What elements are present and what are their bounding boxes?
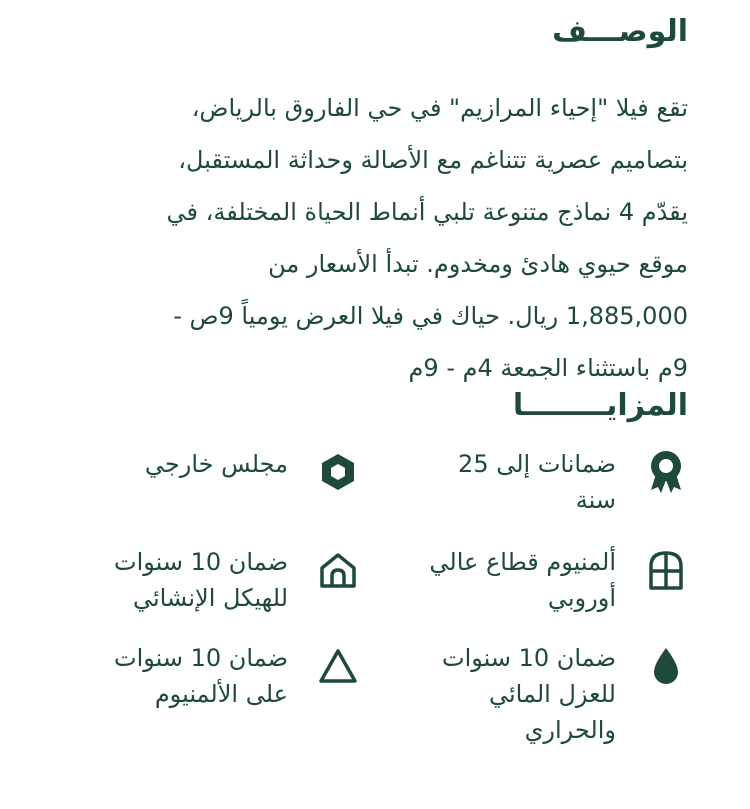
feature-label: ضمان 10 سنوات للعزل المائي والحراري: [441, 644, 616, 744]
feature-outdoor-majlis: [145, 446, 360, 494]
feature-warranty-25-years: [458, 446, 688, 518]
description-line: بتصاميم عصرية تتناغم مع الأصالة وحداثة المستقبل،: [178, 146, 688, 174]
water-drop-icon: [644, 644, 688, 688]
hexagon-icon: [316, 450, 360, 494]
feature-label: ضمان 10 سنوات على الألمنيوم: [113, 644, 288, 708]
window-icon: [644, 548, 688, 592]
award-badge-icon: [644, 450, 688, 494]
description-line: 1,885,000 ريال. حياك في فيلا العرض يومياً 9ص -: [173, 302, 688, 330]
feature-label: ضمانات إلى 25 سنة: [458, 450, 616, 514]
feature-aluminum-warranty: [114, 640, 360, 712]
description-line: موقع حيوي هادئ ومخدوم. تبدأ الأسعار من: [268, 250, 688, 278]
feature-label: ضمان 10 سنوات للهيكل الإنشائي: [113, 548, 288, 612]
feature-insulation-warranty: [442, 640, 688, 748]
feature-structure-warranty: [114, 544, 360, 616]
triangle-icon: [316, 644, 360, 688]
description-text: [48, 82, 688, 394]
feature-european-aluminum: [429, 544, 688, 616]
features-title: المزايــــــــا: [512, 388, 688, 423]
description-line: تقع فيلا "إحياء المرازيم" في حي الفاروق بالرياض،: [191, 94, 688, 122]
description-line: 9م باستثناء الجمعة 4م - 9م: [408, 354, 688, 382]
feature-label: مجلس خارجي: [144, 450, 288, 478]
house-icon: [316, 548, 360, 592]
feature-label: ألمنيوم قطاع عالي أوروبي: [429, 548, 616, 612]
description-title: الوصـــف: [552, 14, 688, 49]
description-line: يقدّم 4 نماذج متنوعة تلبي أنماط الحياة المختلفة، في: [166, 198, 688, 226]
